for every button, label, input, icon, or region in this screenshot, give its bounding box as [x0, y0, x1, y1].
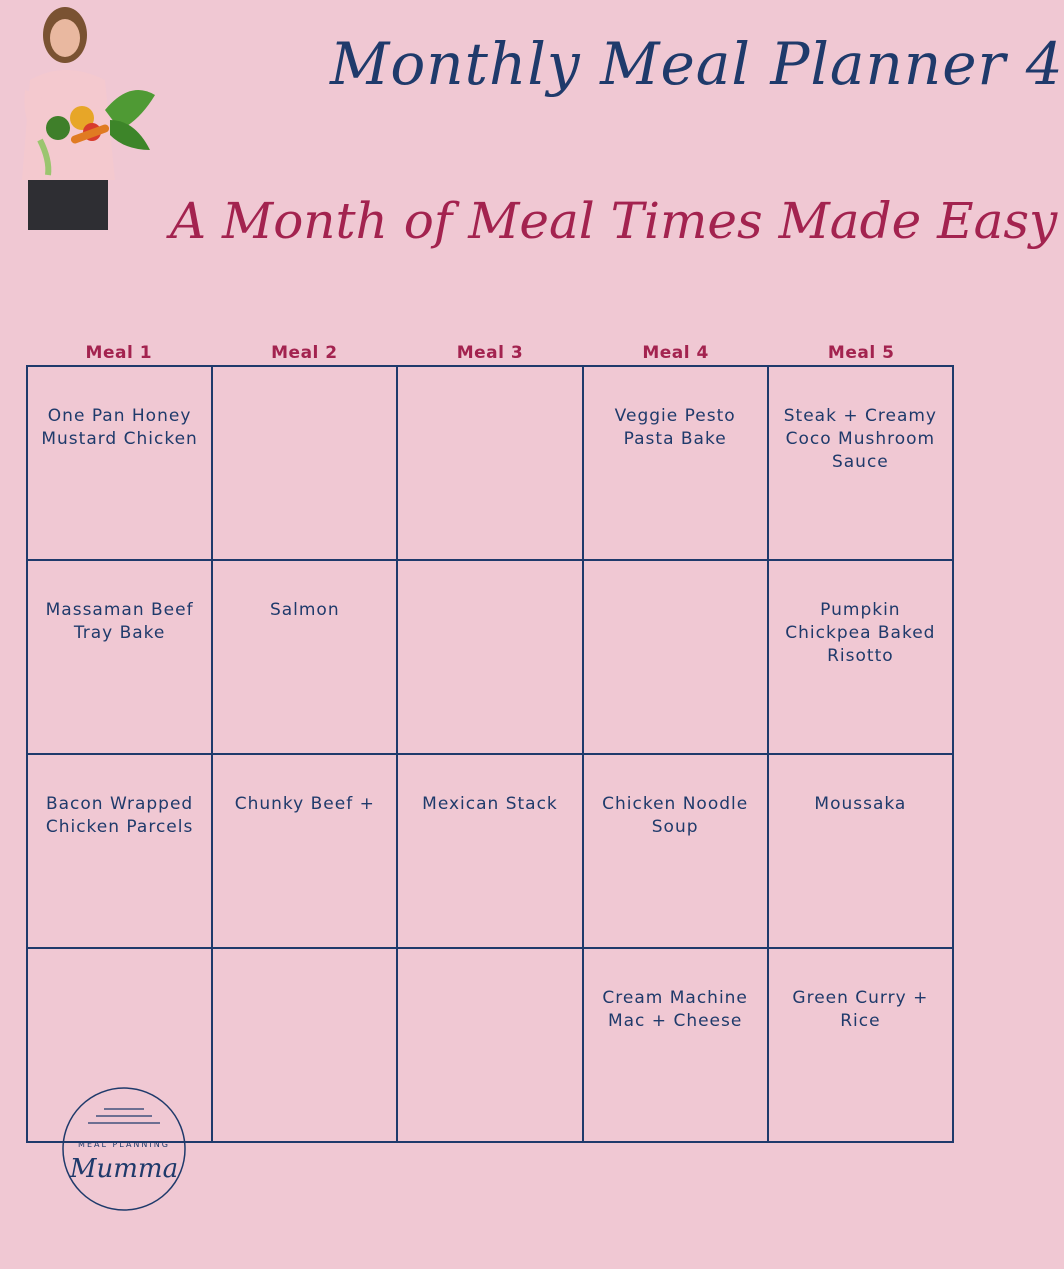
meal-cell	[212, 948, 397, 1142]
meal-grid	[26, 343, 954, 1143]
meal-cell	[397, 366, 582, 560]
meal-cell: Bacon Wrapped Chicken Parcels	[27, 754, 212, 948]
meal-cell: Pumpkin Chickpea Baked Risotto	[768, 560, 953, 754]
meal-cell	[212, 366, 397, 560]
logo-top-text: MEAL PLANNING	[78, 1140, 170, 1149]
meal-cell: Salmon	[212, 560, 397, 754]
meal-cell	[397, 948, 582, 1142]
woman-with-vegetables-photo	[10, 0, 160, 230]
column-header: Meal 2	[271, 343, 338, 363]
meal-cell: Mexican Stack	[397, 754, 582, 948]
meal-cell: Massaman Beef Tray Bake	[27, 560, 212, 754]
meal-cell: Steak + Creamy Coco Mushroom Sauce	[768, 366, 953, 560]
table-row	[27, 366, 953, 560]
column-header: Meal 1	[85, 343, 153, 363]
meal-cell: Chunky Beef +	[212, 754, 397, 948]
table-row	[27, 560, 953, 754]
meal-cell: Chicken Noodle Soup	[583, 754, 768, 948]
meal-cell: Moussaka	[768, 754, 953, 948]
column-header: Meal 5	[827, 343, 895, 363]
column-header: Meal 3	[456, 343, 524, 363]
column-header: Meal 4	[642, 343, 709, 363]
meal-cell	[583, 560, 768, 754]
table-row	[27, 754, 953, 948]
page-title: Monthly Meal Planner 4	[330, 30, 1064, 98]
page-subtitle: A Month of Meal Times Made Easy	[170, 192, 1058, 250]
meal-cell: Cream Machine Mac + Cheese	[583, 948, 768, 1142]
meal-plan-table	[26, 365, 954, 1143]
meal-cell	[397, 560, 582, 754]
meal-cell: Green Curry + Rice	[768, 948, 953, 1142]
logo-script-text: Mumma	[69, 1154, 179, 1184]
meal-planning-mumma-logo	[60, 1085, 188, 1213]
meal-cell: Veggie Pesto Pasta Bake	[583, 366, 768, 560]
column-headers	[26, 343, 954, 365]
meal-cell: One Pan Honey Mustard Chicken	[27, 366, 212, 560]
